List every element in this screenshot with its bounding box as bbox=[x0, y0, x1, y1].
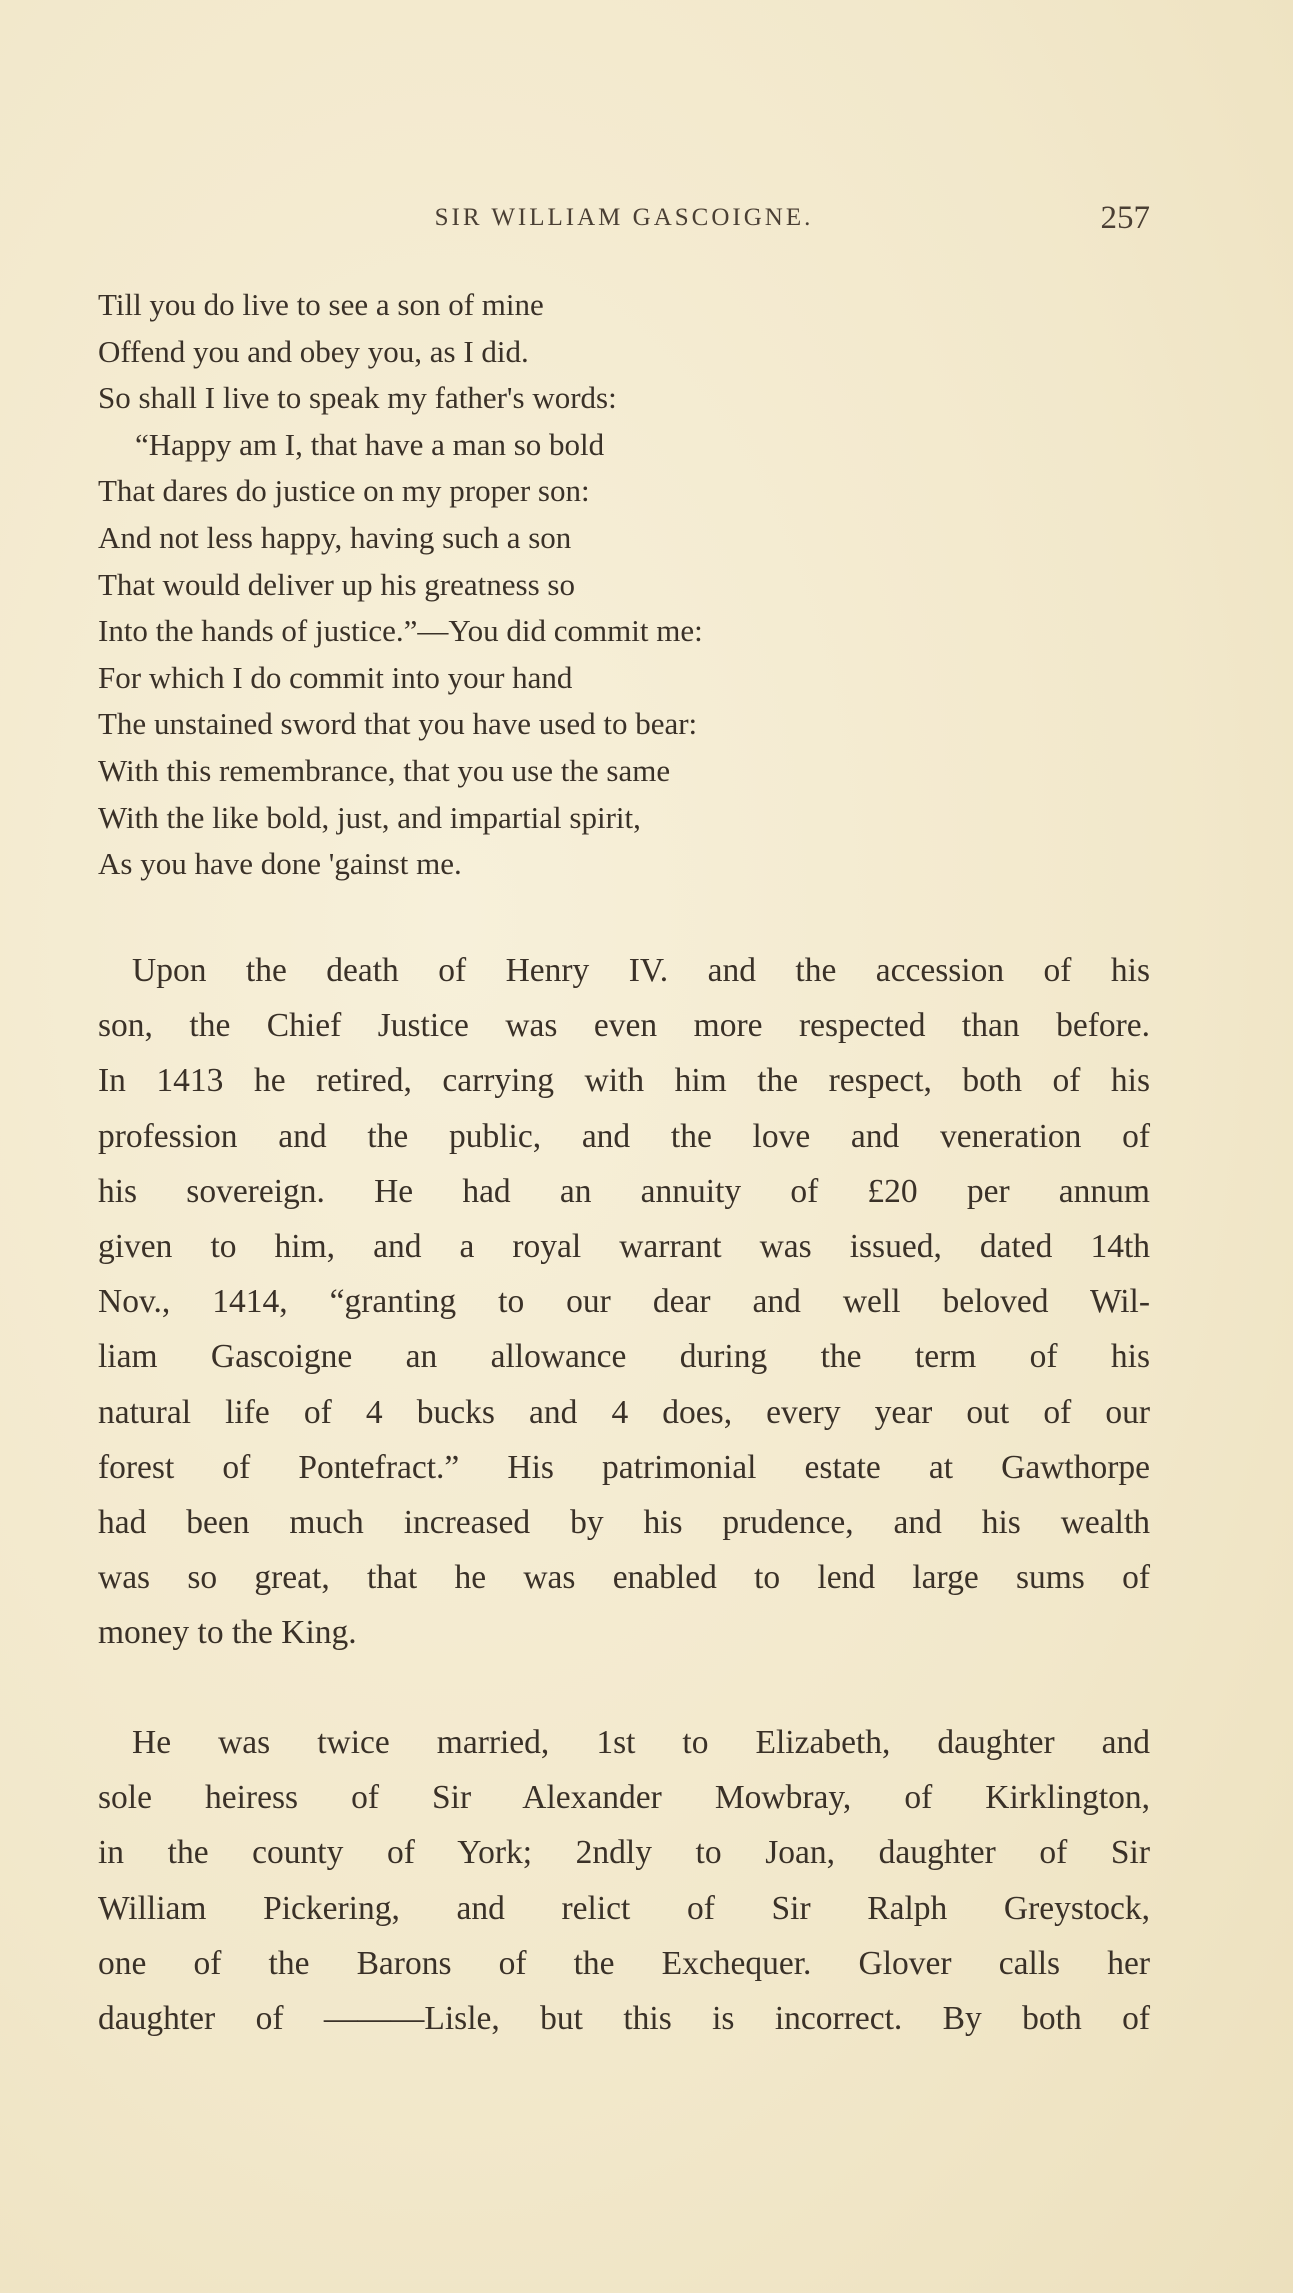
running-head bbox=[98, 200, 1150, 240]
paragraph-line: given to him, and a royal warrant was issued, dated 14th bbox=[98, 1227, 1150, 1265]
verse-line: Till you do live to see a son of mine bbox=[98, 287, 544, 322]
verse-line: For which I do commit into your hand bbox=[98, 659, 573, 695]
paragraph-line: natural life of 4 bucks and 4 does, every year out of our bbox=[98, 1393, 1150, 1431]
verse-line: That dares do justice on my proper son: bbox=[98, 473, 590, 509]
paragraph-line: was so great, that he was enabled to lend large sums of bbox=[98, 1559, 1150, 1597]
paragraph-line: liam Gascoigne an allowance during the term of his bbox=[98, 1338, 1150, 1376]
paragraph-line: Upon the death of Henry IV. and the accession of his bbox=[132, 952, 1150, 989]
verse-line: As you have done 'gainst me. bbox=[98, 846, 462, 882]
paragraph-death-of-henry bbox=[98, 943, 1150, 1660]
verse-quotation bbox=[98, 282, 1150, 888]
paragraph-line: sole heiress of Sir Alexander Mowbray, of Kirklington, bbox=[98, 1779, 1150, 1817]
running-title: SIR WILLIAM GASCOIGNE. bbox=[434, 204, 814, 231]
paragraph-line: money to the King. bbox=[98, 1614, 357, 1652]
paragraph-line: daughter of ———Lisle, but this is incorrect. By both of bbox=[98, 1999, 1150, 2037]
paragraph-marriages bbox=[98, 1715, 1150, 2046]
verse-line: “Happy am I, that have a man so bold bbox=[135, 426, 605, 462]
verse-line: So shall I live to speak my father's words: bbox=[98, 380, 617, 416]
paragraph-line: in the county of York; 2ndly to Joan, daughter of Sir bbox=[98, 1834, 1150, 1872]
paragraph-line: forest of Pontefract.” His patrimonial estate at Gawthorpe bbox=[98, 1448, 1150, 1486]
verse-line: Offend you and obey you, as I did. bbox=[98, 333, 529, 369]
verse-line: With this remembrance, that you use the same bbox=[98, 752, 671, 788]
paragraph-line: In 1413 he retired, carrying with him the respect, both of his bbox=[98, 1062, 1150, 1100]
verse-line: And not less happy, having such a son bbox=[98, 519, 572, 555]
page-number: 257 bbox=[1100, 200, 1150, 236]
verse-line: That would deliver up his greatness so bbox=[98, 566, 575, 602]
verse-line: With the like bold, just, and impartial spirit, bbox=[98, 799, 641, 835]
paragraph-line: one of the Barons of the Exchequer. Glover calls her bbox=[98, 1944, 1150, 1982]
paragraph-line: He was twice married, 1st to Elizabeth, daughter and bbox=[132, 1724, 1150, 1761]
verse-line: The unstained sword that you have used to bear: bbox=[98, 706, 698, 742]
paragraph-line: son, the Chief Justice was even more respected than before. bbox=[98, 1007, 1150, 1045]
paragraph-line: Nov., 1414, “granting to our dear and well beloved Wil- bbox=[98, 1283, 1150, 1321]
paragraph-line: profession and the public, and the love and veneration of bbox=[98, 1117, 1150, 1155]
paragraph-line: had been much increased by his prudence, and his wealth bbox=[98, 1503, 1150, 1541]
paragraph-line: his sovereign. He had an annuity of £20 per annum bbox=[98, 1172, 1150, 1210]
paragraph-line: William Pickering, and relict of Sir Ralph Greystock, bbox=[98, 1889, 1150, 1927]
verse-line: Into the hands of justice.”—You did commit me: bbox=[98, 613, 703, 649]
